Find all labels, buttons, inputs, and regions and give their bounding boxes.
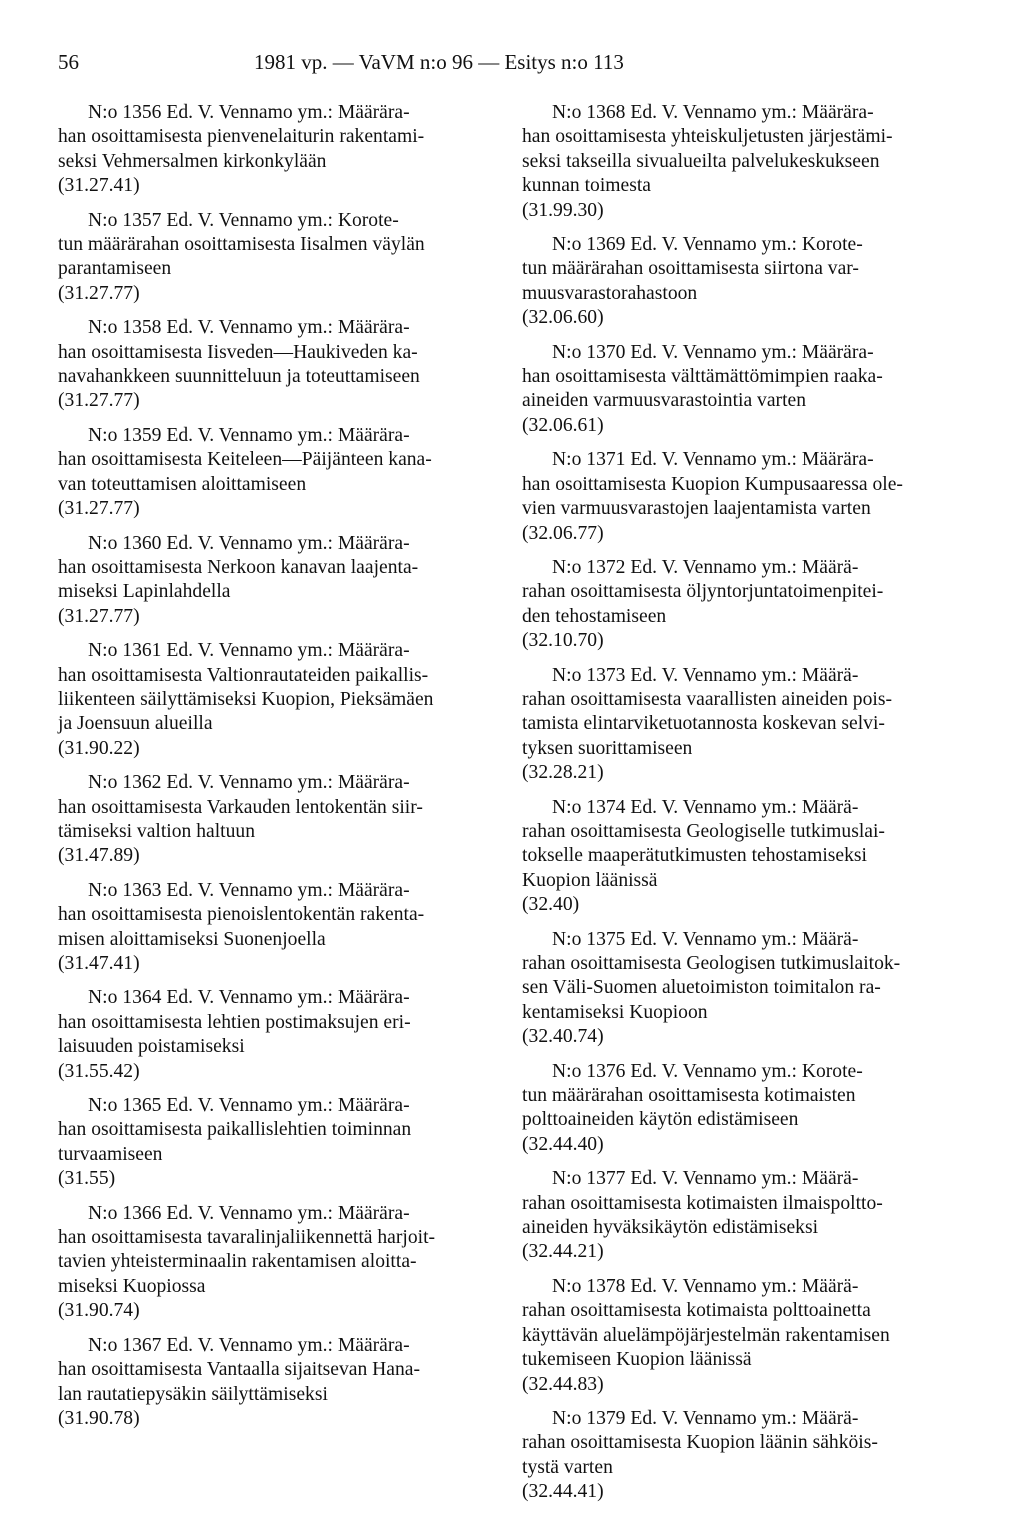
entry-text-line: N:o 1377 Ed. V. Vennamo ym.: Määrä- xyxy=(552,1168,859,1190)
entry-text-line: N:o 1367 Ed. V. Vennamo ym.: Määrära- xyxy=(88,1334,410,1356)
entry-text-line: han osoittamisesta Iisveden—Haukiveden ka- xyxy=(58,341,418,363)
entry-text-line: han osoittamisesta Kuopion Kumpusaaressa ole- xyxy=(522,473,903,495)
entry-text-line: han osoittamisesta Vantaalla sijaitsevan Hana- xyxy=(58,1359,421,1381)
motion-entry xyxy=(58,1334,498,1432)
entry-text-line: N:o 1362 Ed. V. Vennamo ym.: Määrära- xyxy=(88,772,410,794)
budget-code: (32.44.21) xyxy=(522,1241,604,1263)
entry-text-line: tavien yhteisterminaalin rakentamisen aloitta- xyxy=(58,1251,417,1273)
entry-text-line: han osoittamisesta Valtionrautateiden paikallis- xyxy=(58,664,429,686)
budget-code: (31.27.77) xyxy=(58,282,140,304)
entry-text-line: tun määrärahan osoittamisesta kotimaisten xyxy=(522,1085,856,1107)
entry-text-line: rahan osoittamisesta Geologisen tutkimuslaitok- xyxy=(522,953,901,974)
entry-text-line: turvaamiseen xyxy=(58,1143,163,1165)
entry-text-line: rahan osoittamisesta vaarallisten aineiden pois- xyxy=(522,688,892,710)
motion-entry xyxy=(522,448,962,546)
motion-entry xyxy=(58,424,498,522)
entry-text-line: kentamiseksi Kuopioon xyxy=(522,1001,708,1023)
budget-code: (32.40) xyxy=(522,894,580,916)
entry-text-line: vien varmuusvarastojen laajentamista varten xyxy=(522,498,871,520)
motion-entry xyxy=(522,928,962,1050)
entry-text-line: N:o 1369 Ed. V. Vennamo ym.: Korote- xyxy=(552,234,863,256)
entry-text-line: navahankkeen suunnitteluun ja toteuttamiseen xyxy=(58,366,420,388)
budget-code: (31.90.22) xyxy=(58,737,140,759)
entry-text-line: lan rautatiepysäkin säilyttämiseksi xyxy=(58,1383,328,1405)
entry-text-line: han osoittamisesta Nerkoon kanavan laajenta- xyxy=(58,556,419,578)
motion-entry xyxy=(522,1167,962,1265)
entry-text-line: tamista elintarviketuotannosta koskevan selvi- xyxy=(522,713,885,735)
budget-code: (31.99.30) xyxy=(522,199,604,221)
entry-text-line: N:o 1363 Ed. V. Vennamo ym.: Määrära- xyxy=(88,879,410,901)
motion-entry xyxy=(522,664,962,786)
entry-text-line: van toteuttamisen aloittamiseen xyxy=(58,473,307,495)
entry-text-line: rahan osoittamisesta kotimaisten ilmaispoltto- xyxy=(522,1192,883,1214)
motion-entry xyxy=(58,1094,498,1192)
right-column xyxy=(522,101,962,1515)
entry-text-line: han osoittamisesta yhteiskuljetusten järjestämi- xyxy=(522,126,893,148)
motion-entry xyxy=(58,771,498,869)
entry-text-line: N:o 1379 Ed. V. Vennamo ym.: Määrä- xyxy=(552,1407,859,1429)
entry-text-line: rahan osoittamisesta Kuopion läänin sähköis- xyxy=(522,1432,878,1454)
entry-text-line: miseksi Lapinlahdella xyxy=(58,581,231,603)
entry-text-line: sen Väli-Suomen aluetoimiston toimitalon ra- xyxy=(522,977,881,999)
entry-text-line: N:o 1364 Ed. V. Vennamo ym.: Määrära- xyxy=(88,987,410,1009)
budget-code: (32.44.83) xyxy=(522,1373,604,1395)
entry-text-line: han osoittamisesta Keiteleen—Päijänteen kana- xyxy=(58,449,432,471)
entry-text-line: aineiden hyväksikäytön edistämiseksi xyxy=(522,1217,819,1239)
entry-text-line: ja Joensuun alueilla xyxy=(58,713,213,735)
entry-text-line: N:o 1372 Ed. V. Vennamo ym.: Määrä- xyxy=(552,556,859,578)
entry-text-line: aineiden varmuusvarastointia varten xyxy=(522,390,807,412)
budget-code: (32.44.41) xyxy=(522,1481,604,1503)
entry-text-line: N:o 1368 Ed. V. Vennamo ym.: Määrära- xyxy=(552,102,874,123)
entry-text-line: liikenteen säilyttämiseksi Kuopion, Pieksämäen xyxy=(58,688,434,710)
running-title: 1981 vp. — VaVM n:o 96 — Esitys n:o 113 xyxy=(254,50,624,74)
budget-code: (31.27.77) xyxy=(58,390,140,412)
entry-text-line: tukemiseen Kuopion läänissä xyxy=(522,1349,752,1371)
motion-entry xyxy=(522,556,962,654)
motion-entry xyxy=(58,316,498,414)
motion-entry xyxy=(58,879,498,977)
entry-text-line: N:o 1375 Ed. V. Vennamo ym.: Määrä- xyxy=(552,928,859,950)
entry-text-line: N:o 1359 Ed. V. Vennamo ym.: Määrära- xyxy=(88,424,410,446)
entry-text-line: tyksen suorittamiseen xyxy=(522,737,693,759)
motion-entry xyxy=(58,101,498,199)
entry-text-line: muusvarastorahastoon xyxy=(522,282,698,304)
entry-text-line: N:o 1378 Ed. V. Vennamo ym.: Määrä- xyxy=(552,1275,859,1297)
entry-text-line: tun määrärahan osoittamisesta siirtona var- xyxy=(522,258,859,280)
entry-text-line: N:o 1358 Ed. V. Vennamo ym.: Määrära- xyxy=(88,317,410,339)
entry-text-line: kunnan toimesta xyxy=(522,175,651,197)
entry-text-line: N:o 1366 Ed. V. Vennamo ym.: Määrära- xyxy=(88,1202,410,1224)
budget-code: (32.06.61) xyxy=(522,414,604,436)
budget-code: (31.47.89) xyxy=(58,845,140,867)
motion-entry xyxy=(522,1060,962,1158)
motion-entry xyxy=(58,532,498,630)
budget-code: (31.90.78) xyxy=(58,1407,140,1429)
entry-text-line: N:o 1374 Ed. V. Vennamo ym.: Määrä- xyxy=(552,796,859,818)
budget-code: (32.40.74) xyxy=(522,1026,604,1048)
entry-text-line: tun määrärahan osoittamisesta Iisalmen väylän xyxy=(58,234,425,256)
motion-entry xyxy=(522,233,962,331)
budget-code: (32.44.40) xyxy=(522,1133,604,1155)
entry-text-line: seksi takseilla sivualueilta palvelukeskukseen xyxy=(522,150,880,172)
entry-text-line: N:o 1365 Ed. V. Vennamo ym.: Määrära- xyxy=(88,1095,410,1117)
entry-text-line: miseksi Kuopiossa xyxy=(58,1275,206,1297)
budget-code: (31.27.41) xyxy=(58,175,140,197)
motion-entry xyxy=(522,341,962,439)
entry-text-line: N:o 1357 Ed. V. Vennamo ym.: Korote- xyxy=(88,209,399,231)
motion-entry xyxy=(522,1275,962,1397)
entry-text-line: tämiseksi valtion haltuun xyxy=(58,820,255,842)
budget-code: (32.10.70) xyxy=(522,630,604,652)
entry-text-line: han osoittamisesta pienvenelaiturin rakentami- xyxy=(58,126,425,148)
budget-code: (32.06.77) xyxy=(522,522,604,544)
entry-text-line: rahan osoittamisesta Geologiselle tutkimuslai- xyxy=(522,820,885,842)
budget-code: (31.27.77) xyxy=(58,498,140,520)
motion-entry xyxy=(522,796,962,918)
entry-text-line: han osoittamisesta välttämättömimpien raaka- xyxy=(522,366,883,388)
entry-text-line: han osoittamisesta Varkauden lentokentän siir- xyxy=(58,796,423,818)
left-column xyxy=(58,101,498,1441)
entry-text-line: polttoaineiden käytön edistämiseen xyxy=(522,1109,799,1131)
entry-text-line: rahan osoittamisesta kotimaista polttoainetta xyxy=(522,1300,871,1322)
entry-text-line: tokselle maaperätutkimusten tehostamiseksi xyxy=(522,845,867,867)
page-number: 56 xyxy=(58,50,79,74)
entry-text-line: tystä varten xyxy=(522,1456,613,1478)
budget-code: (32.28.21) xyxy=(522,762,604,784)
entry-text-line: den tehostamiseen xyxy=(522,605,667,627)
budget-code: (32.06.60) xyxy=(522,307,604,329)
motion-entry xyxy=(58,209,498,307)
motion-entry xyxy=(522,101,962,223)
budget-code: (31.90.74) xyxy=(58,1300,140,1322)
entry-text-line: misen aloittamiseksi Suonenjoella xyxy=(58,928,326,950)
entry-text-line: parantamiseen xyxy=(58,258,172,280)
entry-text-line: han osoittamisesta paikallislehtien toiminnan xyxy=(58,1119,412,1141)
entry-text-line: N:o 1356 Ed. V. Vennamo ym.: Määrära- xyxy=(88,102,410,123)
entry-text-line: laisuuden poistamiseksi xyxy=(58,1036,245,1058)
entry-text-line: N:o 1361 Ed. V. Vennamo ym.: Määrära- xyxy=(88,640,410,662)
budget-code: (31.55.42) xyxy=(58,1060,140,1082)
motion-entry xyxy=(58,1202,498,1324)
entry-text-line: seksi Vehmersalmen kirkonkylään xyxy=(58,150,327,172)
entry-text-line: N:o 1360 Ed. V. Vennamo ym.: Määrära- xyxy=(88,532,410,554)
entry-text-line: käyttävän aluelämpöjärjestelmän rakentamisen xyxy=(522,1324,890,1346)
entry-text-line: N:o 1376 Ed. V. Vennamo ym.: Korote- xyxy=(552,1060,863,1082)
entry-text-line: N:o 1371 Ed. V. Vennamo ym.: Määrära- xyxy=(552,449,874,471)
entry-text-line: rahan osoittamisesta öljyntorjuntatoimenpitei- xyxy=(522,581,884,603)
motion-entry xyxy=(58,639,498,761)
budget-code: (31.27.77) xyxy=(58,605,140,627)
entry-text-line: han osoittamisesta tavaralinjaliikennettä harjoit- xyxy=(58,1227,436,1249)
entry-text-line: Kuopion läänissä xyxy=(522,869,658,891)
entry-text-line: N:o 1373 Ed. V. Vennamo ym.: Määrä- xyxy=(552,664,859,686)
motion-entry xyxy=(522,1407,962,1505)
entry-text-line: han osoittamisesta lehtien postimaksujen eri- xyxy=(58,1011,411,1033)
budget-code: (31.55) xyxy=(58,1168,116,1190)
motion-entry xyxy=(58,986,498,1084)
entry-text-line: han osoittamisesta pienoislentokentän rakenta- xyxy=(58,904,425,926)
budget-code: (31.47.41) xyxy=(58,953,140,974)
entry-text-line: N:o 1370 Ed. V. Vennamo ym.: Määrära- xyxy=(552,341,874,363)
